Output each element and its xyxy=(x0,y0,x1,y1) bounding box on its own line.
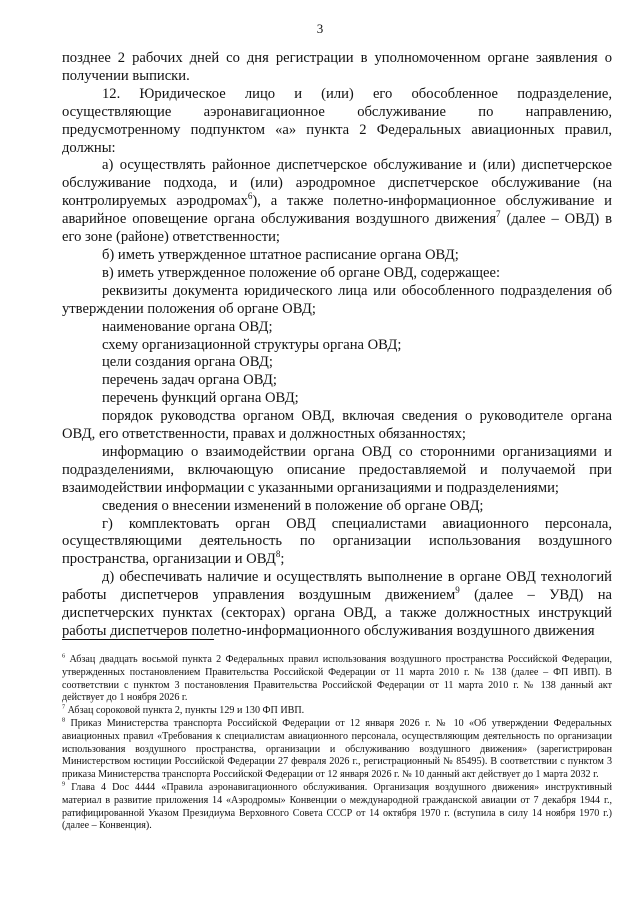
paragraph-text: ), а также полетно-информационное обслуживание и аварийное оповещение органа обслуживания воздушного движения xyxy=(62,193,612,228)
footnote-text: Глава 4 Doc 4444 «Правила аэронавигационного обслуживания. Организация воздушного движения» инструктивный материал в развитие приложения 14 «Аэродромы» Конвенции о международной гражданской авиации от 7 декабря 1944 г., ратифицированной Указом Президиума Верховного Совета СССР от 14 октября 1970 г. (вступила в силу 14 ноября 1970 г.) (далее – Конвенция). xyxy=(62,781,613,832)
body-paragraph xyxy=(62,408,612,444)
footnote xyxy=(62,782,612,833)
footnote-mark: 9 xyxy=(62,780,66,788)
body-paragraph xyxy=(62,265,612,283)
body-paragraph xyxy=(62,354,612,372)
paragraph-text: 12. Юридическое лицо и (или) его обособленное подразделение, осуществляющие аэронавигационное обслуживание по направлению, предусмотренному подпунктом «а» пункта 2 Федеральных авиационных правил, должны: xyxy=(62,85,612,156)
paragraph-text: д) обеспечивать наличие и осуществлять выполнение в органе ОВД технологий работы диспетчеров управления воздушным движением xyxy=(62,569,612,604)
footnote-reference: 8 xyxy=(275,549,281,560)
body-paragraph xyxy=(62,390,612,408)
footnote-divider xyxy=(62,639,214,640)
paragraph-text: (далее – ОВД) в его зоне (районе) ответственности; xyxy=(62,211,612,246)
body-paragraph xyxy=(62,444,612,498)
paragraph-text: порядок руководства органом ОВД, включая сведения о руководителе органа ОВД, его ответственности, правах и должностных обязанностях; xyxy=(62,408,612,443)
body-paragraph xyxy=(62,157,612,247)
body-paragraph xyxy=(62,337,612,355)
paragraph-text: перечень функций органа ОВД; xyxy=(102,390,299,407)
page-number: 3 xyxy=(316,21,324,36)
footnote-mark: 8 xyxy=(62,716,66,724)
footnote xyxy=(62,718,612,782)
document-body xyxy=(62,50,612,641)
body-paragraph xyxy=(62,50,612,86)
body-paragraph xyxy=(62,247,612,265)
paragraph-text: сведения о внесении изменений в положение об органе ОВД; xyxy=(102,497,484,514)
paragraph-text: схему организационной структуры органа ОВД; xyxy=(102,336,402,353)
footnote-mark: 7 xyxy=(62,703,66,711)
paragraph-text: цели создания органа ОВД; xyxy=(102,354,273,371)
footnote-reference: 9 xyxy=(455,585,460,596)
body-paragraph xyxy=(62,569,612,641)
paragraph-text: ; xyxy=(280,551,285,568)
paragraph-text: информацию о взаимодействии органа ОВД со сторонними организациями и подразделениями, включающую описание предоставляемой и получаемой при взаимодействии информации с указанными организациями и подразделениями; xyxy=(62,443,612,496)
body-paragraph xyxy=(62,283,612,319)
footnote-text: Абзац двадцать восьмой пункта 2 Федеральных правил использования воздушного пространства Российской Федерации, утвержденных постановлением Правительства Российской Федерации от 11 марта 2010 г. № 138 (далее – ФП ИВП). В соответствии с пунктом 3 постановления Правительства Российской Федерации от 11 марта 2010 г. № 138 данный акт действует до 1 ноября 2026 г. xyxy=(62,654,612,704)
body-paragraph xyxy=(62,86,612,158)
body-paragraph xyxy=(62,319,612,337)
paragraph-text: (далее – УВД) на диспетчерских пунктах (секторах) органа ОВД, а также должностных инструкций работы диспетчеров полетно-информационного обслуживания воздушного движения xyxy=(62,587,612,639)
footnote-reference: 6 xyxy=(247,191,253,202)
footnote-text: Абзац сороковой пункта 2, пункты 129 и 130 ФП ИВП. xyxy=(67,705,305,717)
paragraph-text: г) комплектовать орган ОВД специалистами авиационного персонала, осуществляющими деятельность по организации использования воздушного пространства, организации и ОВД xyxy=(62,515,612,568)
footnote-text: Приказ Министерства транспорта Российской Федерации от 12 января 2026 г. № 10 «Об утверждении Федеральных авиационных правил «Требования к специалистам авиационного персонала, осуществляющим деятельность по организации использования воздушного пространства, организации и обслуживанию воздушного движения» (зарегистрирован Министерством юстиции Российской Федерации 27 февраля 2026 г., регистрационный № 85495). В соответствии с пунктом 3 приказа Министерства транспорта Российской Федерации от 12 января 2026 г. № 10 данный акт действует до 1 марта 2032 г. xyxy=(62,717,612,781)
paragraph-text: наименование органа ОВД; xyxy=(102,318,273,335)
footnotes-section xyxy=(62,654,612,833)
paragraph-text: позднее 2 рабочих дней со дня регистрации в уполномоченном органе заявления о получении выписки. xyxy=(62,50,612,84)
paragraph-text: а) осуществлять районное диспетчерское обслуживание и (или) диспетчерское обслуживание подхода, и (или) аэродромное диспетчерское обслуживание (на контролируемых аэродромах xyxy=(62,157,612,210)
body-paragraph xyxy=(62,498,612,516)
body-paragraph xyxy=(62,516,612,570)
footnote-mark: 6 xyxy=(62,652,66,660)
footnote xyxy=(62,705,612,718)
footnote xyxy=(62,654,612,705)
body-paragraph xyxy=(62,372,612,390)
paragraph-text: б) иметь утвержденное штатное расписание органа ОВД; xyxy=(102,246,459,263)
paragraph-text: в) иметь утвержденное положение об органе ОВД, содержащее: xyxy=(102,264,500,281)
paragraph-text: реквизиты документа юридического лица или обособленного подразделения об утверждении положения об органе ОВД; xyxy=(62,282,612,317)
footnote-reference: 7 xyxy=(496,209,501,220)
paragraph-text: перечень задач органа ОВД; xyxy=(102,372,277,389)
